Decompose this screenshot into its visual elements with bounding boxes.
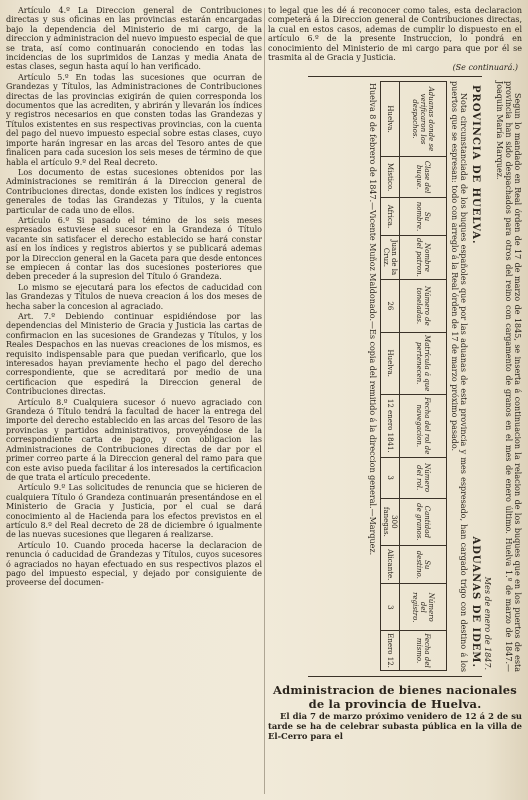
article-9: Artículo 9.º Las solicitudes de renuncia que se hicieren de cualquiera Título ó Grandeza continuarán presentándose en el Ministerio de Gracia y Justicia, por el cual se dará conocimiento al de Hacienda para los efectos previstos en el artículo 8.º del Real decreto de 28 de diciembre ó igualmente de las nuevas sucesiones que llegaren á realizarse.: [6, 483, 262, 540]
header-cell: Número de toneladas.: [399, 280, 446, 332]
table-cell: 26: [380, 280, 399, 332]
header-cell: Clase del buque.: [399, 157, 446, 198]
table-header-row: [399, 82, 446, 671]
shipping-table: [380, 81, 447, 671]
header-cell: Su destino.: [399, 546, 446, 584]
table-cell: Enero 12.: [380, 631, 399, 671]
header-cell: Nombre del patron.: [399, 236, 446, 280]
right-column: [268, 6, 522, 796]
left-column: [6, 6, 262, 796]
table-cell: Mistico.: [380, 157, 399, 198]
header-cell: Su nombre.: [399, 198, 446, 236]
section-rule-2: [308, 676, 482, 677]
continuation-text: to legal que les dé á reconocer como tales, esta declaracion competerá á la Direccion general de Contribuciones directas, la cual en estos casos, ademas de cumplir lo dispuesto en el artículo 6.º de la presente Instruccion, lo pondrá en conocimiento del Ministerio de mi cargo para que por él se trasmita al de Gracia y Justicia.: [268, 6, 522, 63]
header-cell: Número del rol.: [399, 458, 446, 499]
table-cell: Juan de la Cruz.: [380, 236, 399, 280]
table-cell: Alicante.: [380, 546, 399, 584]
shipping-footer: Huelva 8 de febrero de 1847.—Vicente Muñoz Maldonado.—Es copia del remitido á la direccion general.—Marquez.: [367, 83, 377, 556]
month-line: Mes de enero de 1847.: [483, 577, 493, 671]
article-6: Artículo 6.º Si pasado el témino de los seis meses espresados estuviese el sucesor en la Grandeza ó Título vacante sin satisfacer el derecho establecido se hará constar así en los índices y registros abiertos y se publicará ademas por la Direccion general en la Gaceta para que desde entonces se empiecen á contar las dos sucesiones posteriores que deben preceder á la supresion del Título ó Grandeza.: [6, 215, 262, 282]
table-cell: 3: [380, 584, 399, 631]
table-cell: Huelva.: [380, 332, 399, 394]
shipping-intro: Segun lo mandado en Real órden de 17 de marzo de 1845, se inserta á continuacion la relacion de los buques que en los puertos de esta provincia han sido despachados para otros del reino con cargamento de granos en el mes de enero último. Huelva 1.º de marzo de 1847.—Joaquin María Marquez.: [494, 81, 522, 673]
rotated-headings: [470, 85, 481, 668]
shipping-note: Nota circunstanciada de los buques españoles que por las aduanas de esta provincia y mes espresado, han cargado trigo con destino á los puertos que se espresan: todo con arreglo á la Real órden de 17 de marzo próximo pasado.: [450, 81, 469, 673]
continued-note: (Se continuará.): [452, 63, 518, 73]
article-5: Artículo 5.º En todas las sucesiones que ocurran de Grandezas y Títulos, las Administraciones de Contribuciones directas de las provincias exigirán de quien corresponda los documentos que las acrediten, y abrirán y llevarán los índices y registros necesarios en que consten todas las Grandezas y Títulos existentes en sus respectivas provincias, con la cuenta del pago del nuevo impuesto especial sobre estas clases, cuyo importe harán ingresar en las arcas del Tesoro antes de que finalicen para cada sucesion los seis meses de término de que habla el artículo 9.º del Real decreto.: [6, 72, 262, 167]
rotated-section-wrapper: [268, 79, 522, 674]
article-7: Art. 7.º Debiendo continuar espidiéndose por las dependencias del Ministerio de Gracia y Justicia las cartas de confirmacion en las sucesiones de Grandezas y Títulos, y los Reales Despachos en las nuevas creaciones de los mismos, es requisito indispensable para que puedan verificarlo, que los interesados hayan previamente hecho el pago del derecho correspondiente, que se acreditará por medio de una certificacion que espedirá la Direccion general de Contribuciones directas.: [6, 312, 262, 397]
administration-title: Administracion de bienes nacionales de la provincia de Huelva.: [272, 683, 517, 712]
table-cell: 3: [380, 458, 399, 499]
table-cell: Huelva.: [380, 82, 399, 157]
paragraph-documents: Los documento de estas sucesiones obtenidos por las Administraciones se remitirán á la Direccion general de Contribuciones directas, donde existen los índices y registros generales de todas las Grandezas y Títulos, y la cuenta particular de cada uno de ellos.: [6, 167, 262, 215]
table-cell: Africa.: [380, 198, 399, 236]
header-cell: Matrícula á que pertenecen.: [399, 332, 446, 394]
article-4: Artículo 4.º La Direccion general de Contribuciones directas y sus oficinas en las provincias estarán encargadas bajo la dependencia del Ministerio de mi cargo, de la direccion y administracion del nuevo impuesto especial de que se trata, así como continuarán conociendo en todas las incidencias de los suprimidos de Lanzas y media Anata de estas clases, segun hasta aquí lo han verificado.: [6, 6, 262, 72]
paragraph-caducidad: Lo mismo se ejecutará para los efectos de caducidad con las Grandezas y Títulos de nueva creacion á los dos meses de hecha saber la concesion al agraciado.: [6, 282, 262, 311]
article-8: Artículo 8.º Cualquiera sucesor ó nuevo agraciado con Grandeza ó Título tendrá la facultad de hacer la entrega del importe del derecho establecido en las arcas del Tesoro de las provincias y partidos administrativos, proveyéndose de la correspondiente carta de pago, y con obligacion las Administraciones de Contribuciones directas de dar por el primer correo parte á la Direccion general del ramo para que con este aviso pueda facilitar á los interesados la certificacion de que trata el artículo precedente.: [6, 397, 262, 482]
auction-notice: El dia 7 de marzo próximo venidero de 12 á 2 de su tarde se ha de celebrar subasta pública en la villa de El-Cerro para el: [268, 711, 522, 742]
table-cell: 12 enero 1841.: [380, 395, 399, 458]
column-divider: [264, 8, 265, 794]
table-row: [380, 82, 399, 671]
article-10: Artículo 10. Cuando proceda hacerse la declaracion de renuncia ó caducidad de Grandezas y Títulos, cuyos sucesores ó agraciados no hayan efectuado en sus respectivos plazos el pago del impuesto especial, y dejado por consiguiente de proveerse del documen-: [6, 540, 262, 588]
header-cell: Fecha del mismo.: [399, 631, 446, 671]
header-cell: Número del registro.: [399, 584, 446, 631]
header-cell: Cantidad de granos.: [399, 499, 446, 546]
rotated-section: [268, 79, 522, 674]
header-cell: Fecha del rol de navegacion.: [399, 395, 446, 458]
province-heading: PROVINCIA DE HUELVA.: [470, 85, 482, 245]
table-cell: 300 fanegas.: [380, 499, 399, 546]
customs-heading: ADUANAS DE IDEM.: [470, 536, 482, 669]
section-rule: [308, 76, 482, 77]
header-cell: Aduanas donde se verificaron los despachos.: [399, 82, 446, 157]
